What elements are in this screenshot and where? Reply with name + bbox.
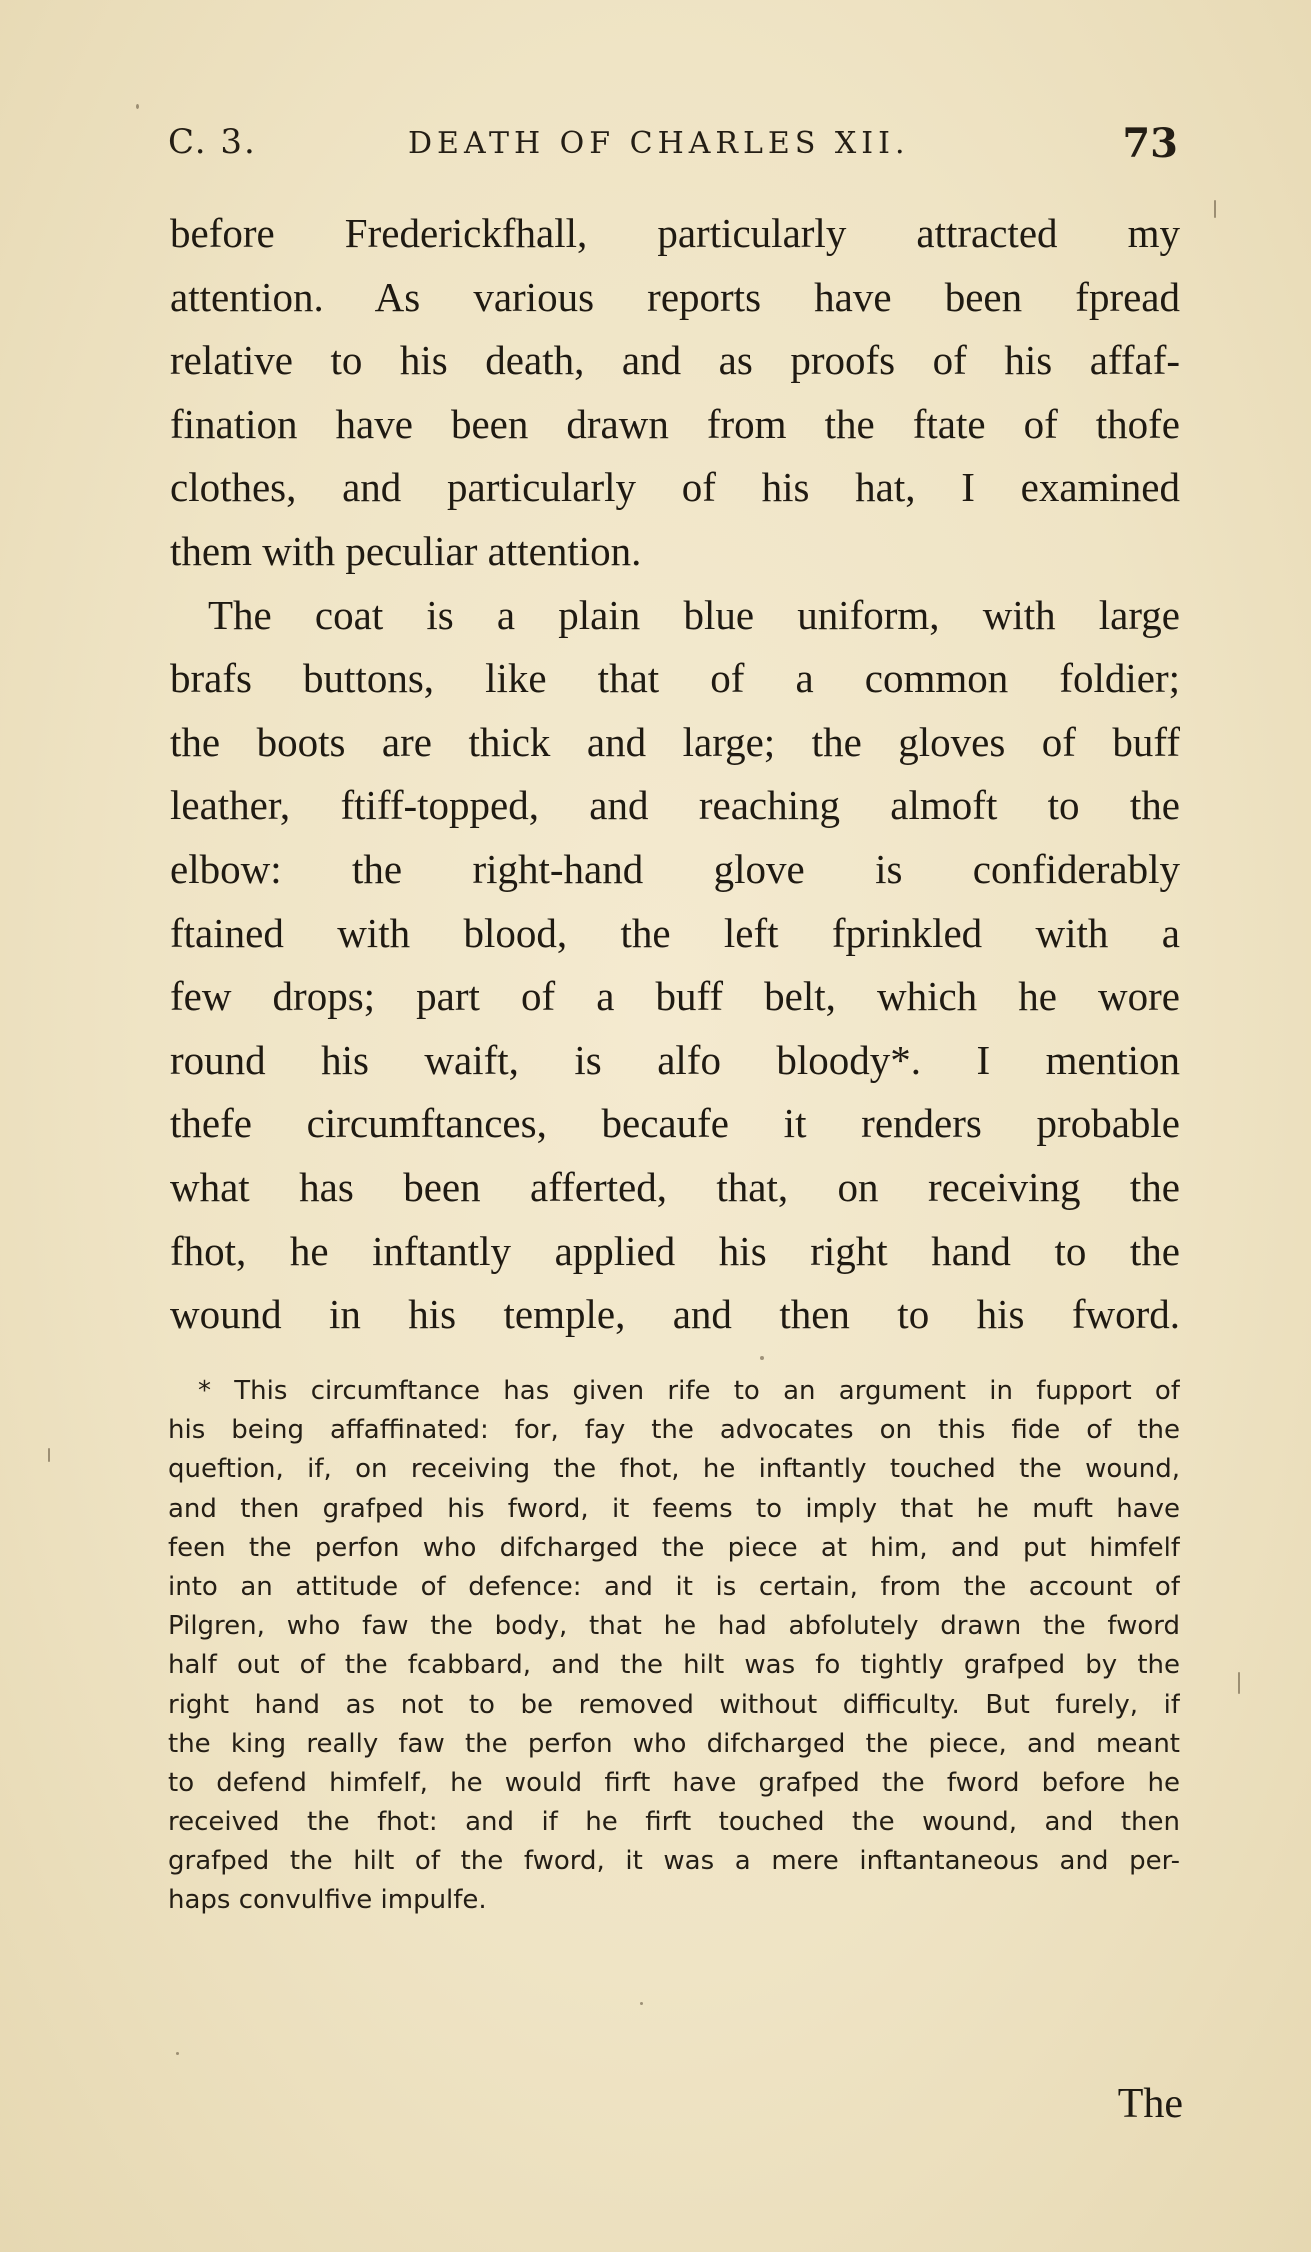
text-line: what has been afferted, that, on receiving the <box>170 1163 1180 1210</box>
text-line: elbow: the right-hand glove is confiderably <box>170 845 1180 892</box>
footnote-line: and then grafped his fword, it feems to imply that he muft have <box>168 1493 1180 1524</box>
footnote-line: haps convulfive impulfe. <box>168 1885 487 1916</box>
paper-speck <box>640 2002 643 2005</box>
footnote <box>168 1372 1180 1921</box>
footnote-line: to defend himfelf, he would firft have grafped the fword before he <box>168 1767 1180 1798</box>
text-line: ftained with blood, the left fprinkled with a <box>170 909 1180 956</box>
paper-speck <box>1238 1672 1240 1694</box>
paper-speck <box>136 104 139 109</box>
footnote-line: right hand as not to be removed without difficulty. But furely, if <box>168 1689 1180 1720</box>
paper-speck <box>176 2052 179 2055</box>
paper-speck <box>760 1356 764 1360</box>
footnote-line: grafped the hilt of the fword, it was a mere inftantaneous and per- <box>168 1846 1180 1877</box>
paper-speck <box>1214 200 1216 218</box>
page-number: 73 <box>1122 120 1178 167</box>
catchword: The <box>1117 2081 1183 2127</box>
footnote-line: the king really faw the perfon who difcharged the piece, and meant <box>168 1728 1180 1759</box>
text-line: attention. As various reports have been fpread <box>170 273 1180 320</box>
text-line: the boots are thick and large; the gloves of buff <box>170 718 1180 765</box>
text-line: relative to his death, and as proofs of his affaf- <box>170 337 1180 384</box>
paper-speck <box>48 1448 50 1462</box>
text-line: round his waift, is alfo bloody*. I mention <box>170 1036 1180 1083</box>
text-line: wound in his temple, and then to his fword. <box>170 1291 1180 1338</box>
chapter-reference: C. 3. <box>168 122 257 162</box>
footnote-line: Pilgren, who faw the body, that he had abfolutely drawn the fword <box>168 1611 1180 1642</box>
text-line: clothes, and particularly of his hat, I examined <box>170 464 1180 511</box>
running-header <box>168 122 1178 182</box>
text-line: The coat is a plain blue uniform, with large <box>208 591 1180 638</box>
text-line: fhot, he inftantly applied his right hand to the <box>170 1227 1180 1274</box>
text-line: before Frederickfhall, particularly attracted my <box>170 210 1180 256</box>
main-text <box>170 202 1180 1347</box>
running-title: DEATH OF CHARLES XII. <box>408 126 910 161</box>
footnote-line: * This circumftance has given rife to an argument in fupport of <box>198 1376 1180 1406</box>
footnote-line: queftion, if, on receiving the fhot, he inftantly touched the wound, <box>168 1454 1180 1485</box>
text-line: fination have been drawn from the ftate of thofe <box>170 400 1180 447</box>
text-line: them with peculiar attention. <box>170 527 642 574</box>
text-line: few drops; part of a buff belt, which he wore <box>170 973 1180 1020</box>
footnote-line: feen the perfon who difcharged the piece at him, and put himfelf <box>168 1532 1180 1563</box>
footnote-line: half out of the fcabbard, and the hilt was fo tightly grafped by the <box>168 1650 1180 1681</box>
footnote-line: his being affaffinated: for, fay the advocates on this fide of the <box>168 1415 1180 1446</box>
text-line: leather, ftiff-topped, and reaching almoft to the <box>170 782 1180 829</box>
footnote-line: received the fhot: and if he firft touched the wound, and then <box>168 1807 1180 1838</box>
text-line: brafs buttons, like that of a common foldier; <box>170 655 1180 702</box>
text-line: thefe circumftances, becaufe it renders probable <box>170 1100 1180 1147</box>
footnote-line: into an attitude of defence: and it is certain, from the account of <box>168 1571 1180 1602</box>
